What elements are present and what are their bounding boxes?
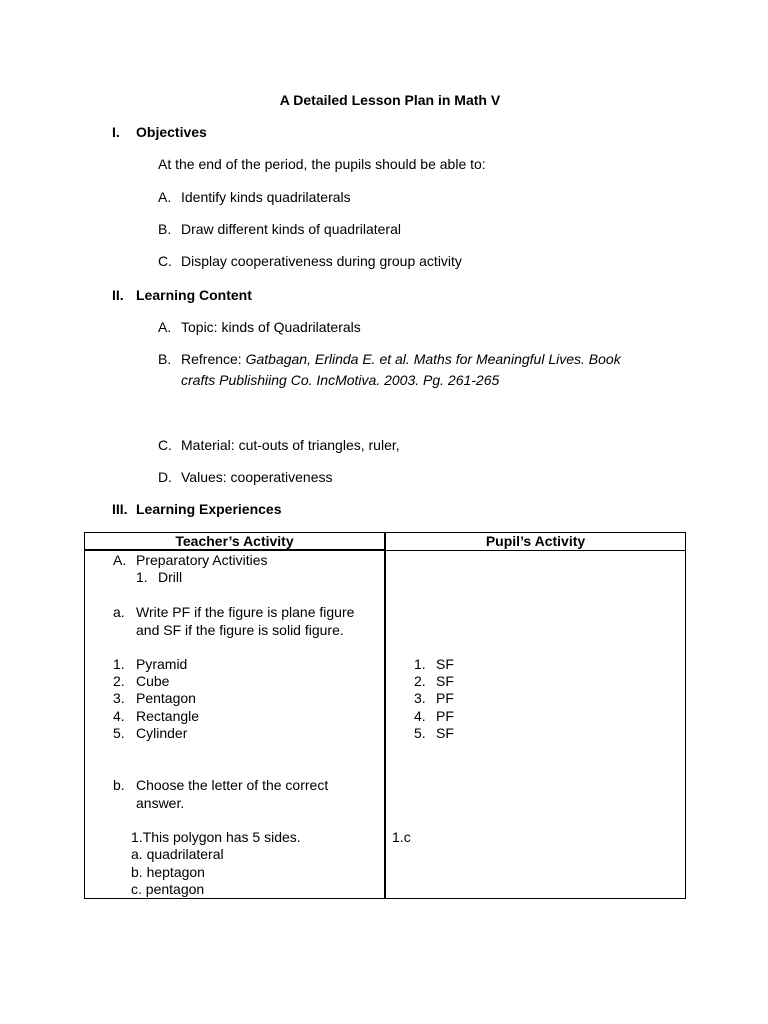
answer-2-value: SF bbox=[436, 672, 454, 689]
objective-a-text: Identify kinds quadrilaterals bbox=[181, 189, 351, 205]
figure-1-name: Pyramid bbox=[136, 656, 188, 672]
content-c-letter: C. bbox=[158, 437, 172, 453]
mc-answer: 1.c bbox=[392, 828, 411, 845]
reference-citation-line1: Gatbagan, Erlinda E. et al. Maths for Meaningful Lives. Book bbox=[245, 351, 621, 367]
drill-number: 1. bbox=[136, 569, 148, 585]
answer-1-number: 1. bbox=[414, 655, 426, 672]
section-1-number: I. bbox=[112, 124, 120, 140]
content-b-letter: B. bbox=[158, 351, 172, 367]
answer-3-value: PF bbox=[436, 689, 454, 706]
objective-b-letter: B. bbox=[158, 221, 172, 237]
objective-b-text: Draw different kinds of quadrilateral bbox=[181, 221, 401, 237]
figure-5-name: Cylinder bbox=[136, 725, 188, 741]
content-b-line1 bbox=[181, 350, 621, 368]
answer-2-number: 2. bbox=[414, 672, 426, 689]
choice-b: b. heptagon bbox=[131, 864, 205, 880]
figure-3-name: Pentagon bbox=[136, 690, 196, 706]
prep-label: Preparatory Activities bbox=[136, 552, 268, 568]
section-2-heading: Learning Content bbox=[136, 287, 252, 303]
instruction-a-letter: a. bbox=[113, 604, 125, 620]
content-c-text: Material: cut-outs of triangles, ruler, bbox=[181, 437, 400, 453]
answer-4-value: PF bbox=[436, 707, 454, 724]
figure-3-number: 3. bbox=[113, 690, 125, 706]
objectives-intro: At the end of the period, the pupils should be able to: bbox=[158, 156, 486, 172]
header-teacher-activity: Teacher’s Activity bbox=[85, 533, 386, 551]
answer-4-number: 4. bbox=[414, 707, 426, 724]
instruction-b-line2: answer. bbox=[136, 795, 185, 811]
header-pupil-activity: Pupil’s Activity bbox=[385, 533, 685, 551]
table-row bbox=[85, 550, 686, 899]
section-2-number: II. bbox=[112, 287, 124, 303]
drill-label: Drill bbox=[158, 569, 183, 585]
content-a-text: Topic: kinds of Quadrilaterals bbox=[181, 319, 361, 335]
answer-5-value: SF bbox=[436, 724, 454, 741]
instruction-a-line2: and SF if the figure is solid figure. bbox=[136, 622, 344, 638]
instruction-b-line1: Choose the letter of the correct bbox=[136, 777, 329, 793]
content-d-letter: D. bbox=[158, 469, 172, 485]
figure-1-number: 1. bbox=[113, 656, 125, 672]
objective-c-letter: C. bbox=[158, 253, 172, 269]
figure-5-number: 5. bbox=[113, 725, 125, 741]
figure-4-name: Rectangle bbox=[136, 708, 200, 724]
table-header-row bbox=[85, 533, 686, 551]
prep-letter: A. bbox=[113, 552, 127, 568]
section-3-heading: Learning Experiences bbox=[136, 501, 282, 517]
question-text: 1.This polygon has 5 sides. bbox=[131, 829, 301, 845]
section-1-heading: Objectives bbox=[136, 124, 207, 140]
answer-3-number: 3. bbox=[414, 689, 426, 706]
learning-experiences-table bbox=[84, 532, 686, 899]
figure-2-number: 2. bbox=[113, 673, 125, 689]
choice-c: c. pentagon bbox=[131, 881, 205, 897]
figure-2-name: Cube bbox=[136, 673, 170, 689]
figure-4-number: 4. bbox=[113, 708, 125, 724]
document-title bbox=[0, 91, 768, 109]
pupil-activity-cell bbox=[385, 550, 685, 899]
reference-prefix: Refrence: bbox=[181, 351, 246, 367]
document-title-text: A Detailed Lesson Plan in Math V bbox=[279, 92, 501, 108]
instruction-b-letter: b. bbox=[113, 777, 125, 793]
content-a-letter: A. bbox=[158, 319, 172, 335]
objective-c-text: Display cooperativeness during group activity bbox=[181, 253, 462, 269]
answer-1-value: SF bbox=[436, 655, 454, 672]
instruction-a-line1: Write PF if the figure is plane figure bbox=[136, 604, 355, 620]
answer-5-number: 5. bbox=[414, 724, 426, 741]
choice-a: a. quadrilateral bbox=[131, 846, 224, 862]
content-d-text: Values: cooperativeness bbox=[181, 469, 333, 485]
objective-a-letter: A. bbox=[158, 189, 172, 205]
reference-citation-line2: crafts Publishiing Co. IncMotiva. 2003. Pg. 261-265 bbox=[181, 372, 500, 388]
teacher-activity-cell bbox=[85, 550, 386, 899]
section-3-number: III. bbox=[112, 501, 128, 517]
